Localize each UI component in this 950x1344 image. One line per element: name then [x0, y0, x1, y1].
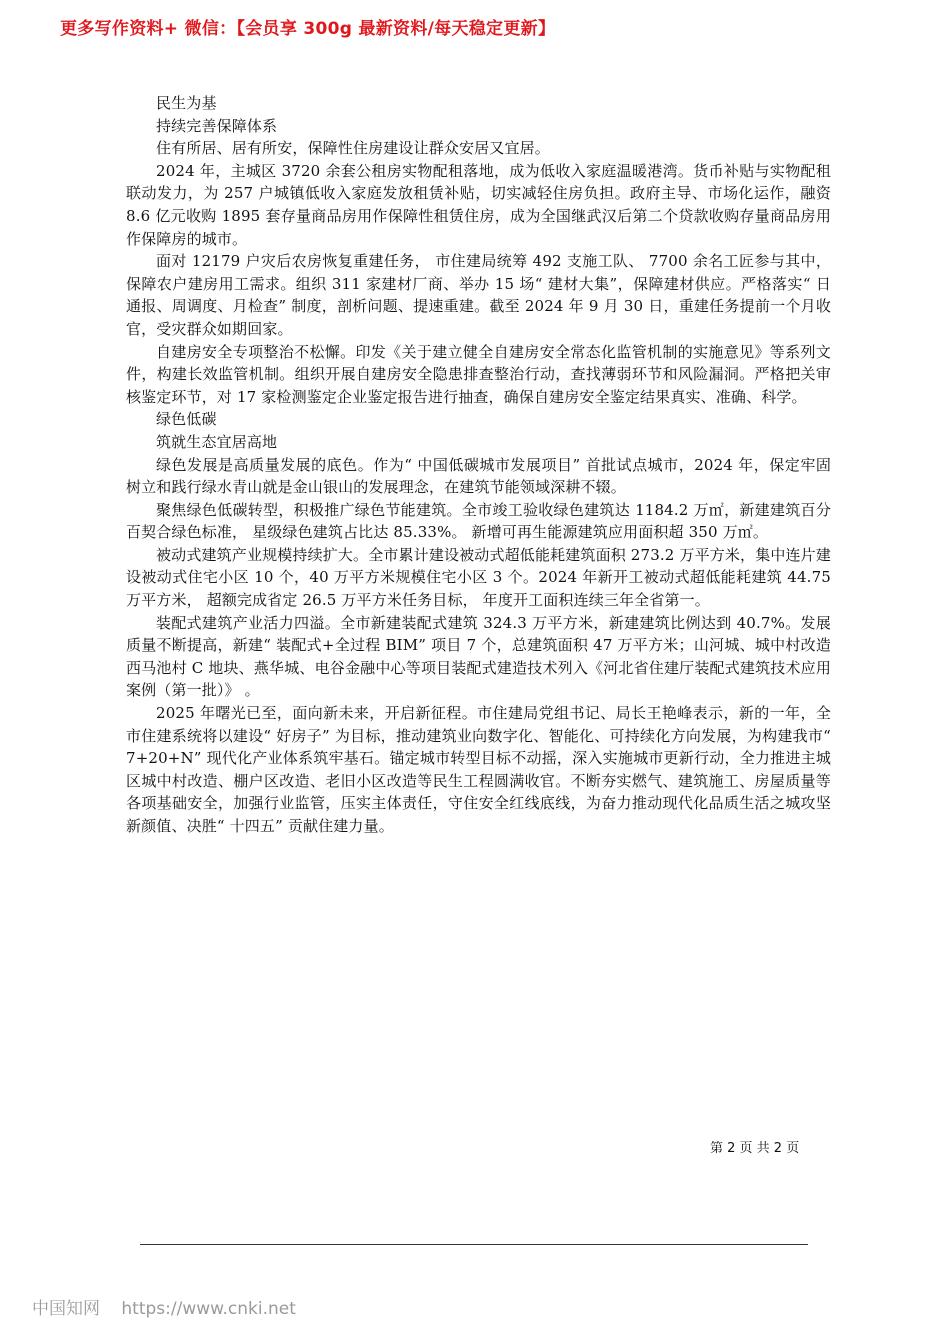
section-subheading: 持续完善保障体系 [156, 116, 278, 135]
paragraph: 聚焦绿色低碳转型，积极推广绿色节能建筑。全市竣工验收绿色建筑达 1184.2 万㎡，新建建筑百分百契合绿色标准， 星级绿色建筑占比达 85.33%。 新增可再生能源建筑应用面积超 350 万㎡。 [126, 500, 831, 542]
section-subheading: 筑就生态宜居高地 [156, 432, 278, 451]
paragraph: 2025 年曙光已至，面向新未来，开启新征程。市住建局党组书记、局长王艳峰表示，新的一年，全市住建系统将以建设“ 好房子” 为目标，推动建筑业向数字化、智能化、可持续化方向发展，为构建我市“ 7+20+N” 现代化产业体系筑牢基石。锚定城市转型目标不动摇，深入实施城市更新行动，全力推进主城区城中村改造、棚户区改造、老旧小区改造等民生工程圆满收官。不断夯实燃气、建筑施工、房屋质量等各项基础安全，加强行业监管，压实主体责任，守住安全红线底线，为奋力推动现代化品质生活之城攻坚新颜值、决胜“ 十四五” 贡献住建力量。 [126, 704, 831, 835]
paragraph: 自建房安全专项整治不松懈。印发《关于建立健全自建房安全常态化监管机制的实施意见》等系列文件，构建长效监管机制。组织开展自建房安全隐患排查整治行动，查找薄弱环节和风险漏洞。严格把关审核鉴定环节，对 17 家检测鉴定企业鉴定报告进行抽查，确保自建房安全鉴定结果真实、准确、科学。 [126, 342, 831, 406]
section-heading: 民生为基 [156, 94, 217, 112]
section-heading: 绿色低碳 [156, 410, 217, 429]
paragraph: 装配式建筑产业活力四溢。全市新建装配式建筑 324.3 万平方米，新建建筑比例达到 40.7%。发展质量不断提高，新建“ 装配式+全过程 BIM” 项目 7 个，总建筑面积 47 万平方米；山河城、城中村改造西马池村 C 地块、燕华城、电谷金融中心等项目装配式建造技术列入《河北省住建厅装配式建筑技术应用案例（第一批）》 。 [126, 613, 831, 700]
source-watermark [32, 1294, 296, 1319]
paragraph: 2024 年，主城区 3720 余套公租房实物配租落地，成为低收入家庭温暖港湾。货币补贴与实物配租联动发力，为 257 户城镇低收入家庭发放租赁补贴，切实减轻住房负担。政府主导、市场化运作，融资 8.6 亿元收购 1895 套存量商品房用作保障性租赁住房，成为全国继武汉后第二个贷款收购存量商品房用作保障房的城市。 [126, 161, 831, 248]
watermark-logo-text: 中国知网 [32, 1299, 100, 1319]
article-body [126, 92, 831, 838]
footer-divider [140, 1244, 808, 1245]
page-number: 第 2 页 共 2 页 [710, 1141, 800, 1156]
watermark-url: https://www.cnki.net [121, 1299, 296, 1319]
paragraph: 面对 12179 户灾后农房恢复重建任务， 市住建局统筹 492 支施工队、 7700 余名工匠参与其中，保障农户建房用工需求。组织 311 家建材厂商、举办 15 场“ 建材大集”，保障建材供应。严格落实“ 日通报、周调度、月检查” 制度，剖析问题、提速重建。截至 2024 年 9 月 30 日，重建任务提前一个月收官，受灾群众如期回家。 [126, 252, 831, 338]
promo-banner: 更多写作资料+ 微信：【会员享 300g 最新资料/每天稳定更新】 [60, 19, 556, 39]
paragraph: 住有所居、居有所安，保障性住房建设让群众安居又宜居。 [156, 139, 550, 158]
paragraph: 绿色发展是高质量发展的底色。作为“ 中国低碳城市发展项目” 首批试点城市，2024 年，保定牢固树立和践行绿水青山就是金山银山的发展理念，在建筑节能领域深耕不辍。 [126, 455, 831, 497]
paragraph: 被动式建筑产业规模持续扩大。全市累计建设被动式超低能耗建筑面积 273.2 万平方米，集中连片建设被动式住宅小区 10 个，40 万平方米规模住宅小区 3 个。2024 年新开工被动式超低能耗建筑 44.75 万平方米， 超额完成省定 26.5 万平方米任务目标， 年度开工面积连续三年全省第一。 [126, 545, 831, 610]
